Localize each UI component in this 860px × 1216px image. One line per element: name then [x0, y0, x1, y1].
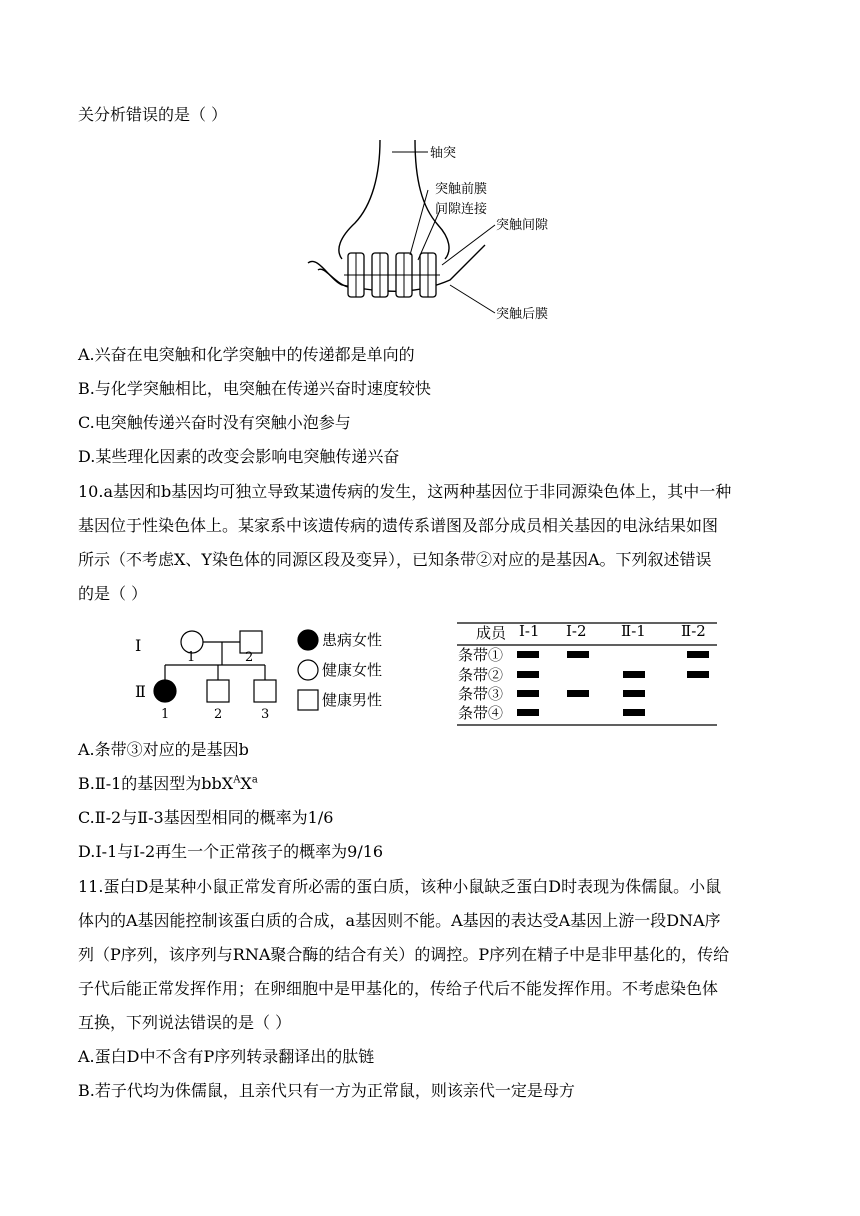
band-3-I1 — [517, 690, 539, 697]
legend-healthy-male: 健康男性 — [322, 691, 383, 709]
q11-option-b: B.若子代均为侏儒鼠，且亲代只有一方为正常鼠，则该亲代一定是母方 — [78, 1081, 575, 1100]
q10-option-b — [78, 772, 258, 796]
q11-stem-line-1: 11.蛋白D是某种小鼠正常发育所必需的蛋白质，该种小鼠缺乏蛋白D时表现为侏儒鼠。小鼠 — [78, 877, 722, 896]
band-1-II2 — [687, 651, 709, 658]
legend-affected-female-icon — [298, 630, 318, 650]
label-I1: 1 — [187, 650, 196, 665]
q10-option-b-sup1: A — [233, 774, 241, 786]
gel-band-1-label: 条带① — [458, 646, 504, 664]
band-2-II2 — [687, 671, 709, 678]
band-4-II1 — [623, 709, 645, 716]
q10-option-b-sup2: a — [251, 774, 258, 786]
member-II2-healthy-male — [207, 680, 229, 702]
label-II2: 2 — [214, 707, 223, 722]
band-2-II1 — [623, 671, 645, 678]
label-gap-junction: 间隙连接 — [435, 202, 488, 217]
q10-stem-line-2: 基因位于性染色体上。某家系中该遗传病的遗传系谱图及部分成员相关基因的电泳结果如图 — [78, 516, 719, 535]
q10-option-c: C.Ⅱ-2与Ⅱ-3基因型相同的概率为1/6 — [78, 808, 334, 827]
gel-member-I2: Ⅰ-2 — [566, 622, 587, 640]
legend-healthy-female-icon — [298, 660, 318, 680]
q10-option-b-text: B.Ⅱ-1的基因型为bbX — [78, 774, 234, 793]
label-postsynaptic: 突触后膜 — [496, 307, 549, 322]
gen-I-label: Ⅰ — [135, 636, 142, 655]
q11-stem-line-2: 体内的A基因能控制该蛋白质的合成，a基因则不能。A基因的表达受A基因上游一段DNA序 — [78, 911, 721, 930]
q11-stem-line-4: 子代后能正常发挥作用；在卵细胞中是甲基化的，传给子代后不能发挥作用。不考虑染色体 — [78, 979, 719, 998]
label-cleft: 突触间隙 — [496, 218, 549, 233]
synapse-diagram — [300, 135, 570, 330]
band-1-I2 — [567, 651, 589, 658]
q10-option-d: D.I-1与I-2再生一个正常孩子的概率为9/16 — [78, 842, 384, 861]
gel-band-3-label: 条带③ — [458, 685, 504, 703]
q10-option-a: A.条带③对应的是基因b — [78, 740, 249, 759]
q11-stem-line-3: 列（P序列，该序列与RNA聚合酶的结合有关）的调控。P序列在精子中是非甲基化的，传给 — [78, 945, 730, 964]
q10-stem-line-1: 10.a基因和b基因均可独立导致某遗传病的发生，这两种基因位于非同源染色体上，其中一种 — [78, 482, 732, 501]
q10-stem-line-3: 所示（不考虑X、Y染色体的同源区段及变异），已知条带②对应的是基因A。下列叙述错误 — [78, 550, 712, 569]
q11-stem-line-5: 互换，下列说法错误的是（ ） — [78, 1013, 292, 1032]
gel-band-4-label: 条带④ — [458, 704, 504, 722]
q9-option-a: A.兴奋在电突触和化学突触中的传递都是单向的 — [78, 345, 415, 364]
q10-stem-line-4: 的是（ ） — [78, 584, 148, 603]
gel-band-2-label: 条带② — [458, 666, 504, 684]
band-3-II1 — [623, 690, 645, 697]
q9-option-d: D.某些理化因素的改变会影响电突触传递兴奋 — [78, 447, 400, 466]
gel-member-I1: Ⅰ-1 — [519, 622, 540, 640]
q9-stem-tail: 关分析错误的是（ ） — [78, 105, 228, 124]
label-presynaptic: 突触前膜 — [435, 182, 488, 197]
gen-II-label: Ⅱ — [135, 682, 146, 701]
q9-option-c: C.电突触传递兴奋时没有突触小泡参与 — [78, 413, 351, 432]
q10-option-b-x: X — [240, 774, 252, 793]
member-II3-healthy-male — [254, 680, 276, 702]
band-4-I1 — [517, 709, 539, 716]
label-axon: 轴突 — [430, 146, 457, 161]
label-II3: 3 — [261, 707, 270, 722]
gel-header-members: 成员 — [476, 624, 507, 642]
gel-member-II1: Ⅱ-1 — [621, 622, 646, 640]
band-3-I2 — [567, 690, 589, 697]
gel-member-II2: Ⅱ-2 — [681, 622, 706, 640]
legend-healthy-male-icon — [298, 690, 318, 710]
q11-option-a: A.蛋白D中不含有P序列转录翻译出的肽链 — [78, 1047, 375, 1066]
legend-affected-female: 患病女性 — [322, 631, 383, 649]
band-2-I1 — [517, 671, 539, 678]
member-II1-affected-female — [154, 680, 176, 702]
band-1-I1 — [517, 651, 539, 658]
legend-healthy-female: 健康女性 — [322, 661, 383, 679]
q9-option-b: B.与化学突触相比，电突触在传递兴奋时速度较快 — [78, 379, 431, 398]
label-II1: 1 — [161, 707, 170, 722]
label-I2: 2 — [245, 650, 254, 665]
